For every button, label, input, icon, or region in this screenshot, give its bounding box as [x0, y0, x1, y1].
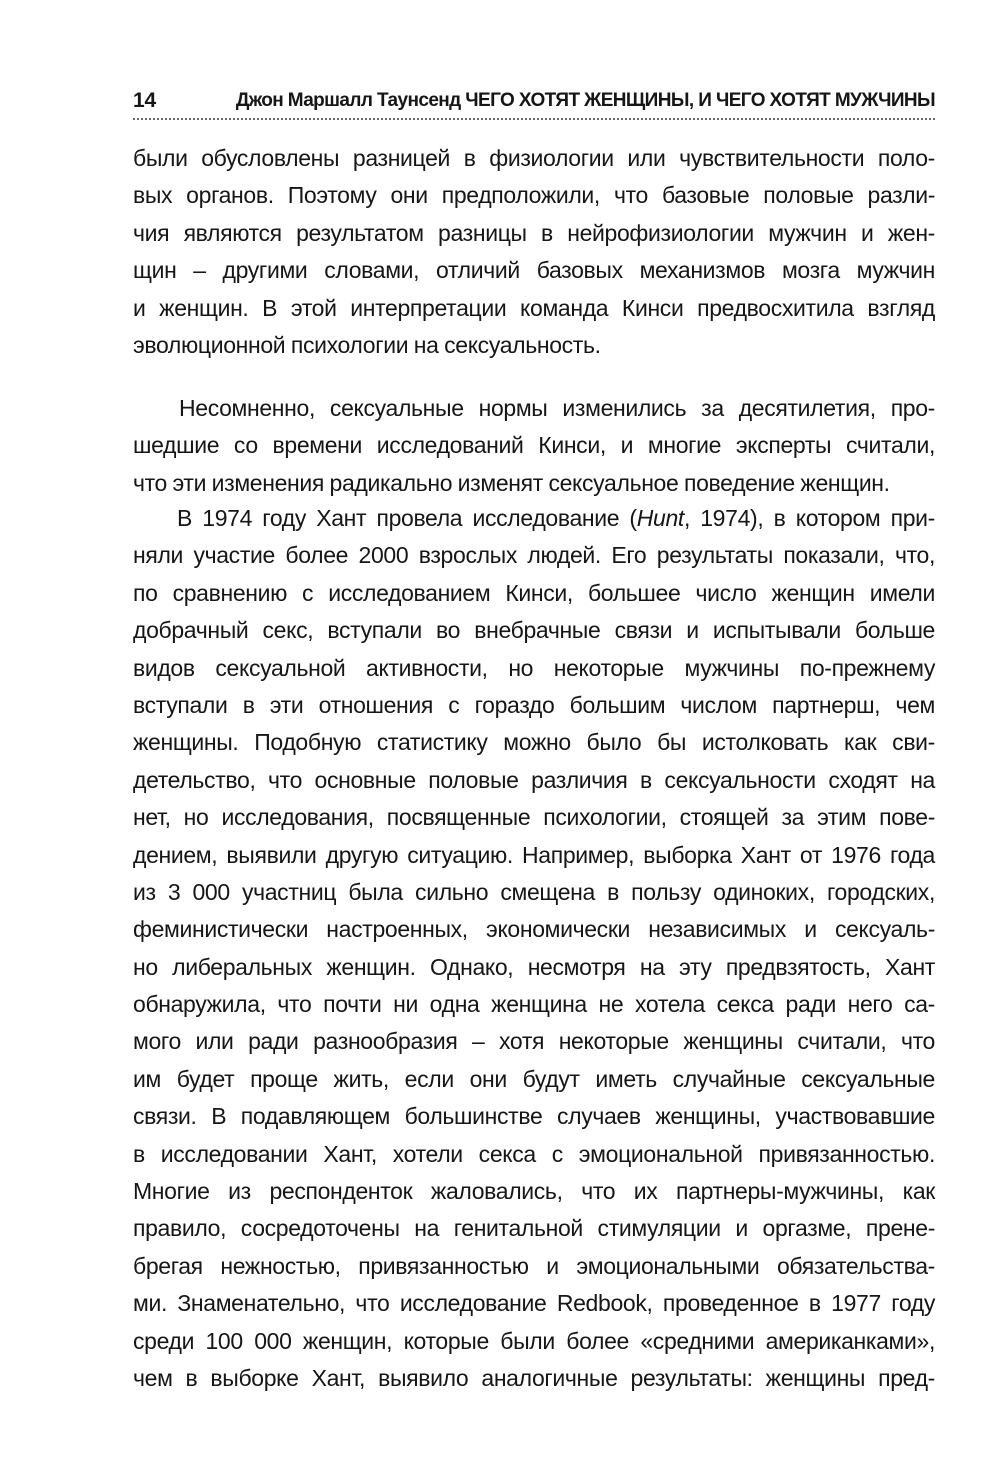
text-line: эволюционной психологии на сексуальность. — [133, 331, 601, 358]
text-line: и женщин. В этой интерпретации команда Кинси предвосхитила взгляд — [133, 294, 935, 321]
text-line: брегая нежностью, привязанностью и эмоциональными обязательства- — [133, 1252, 935, 1279]
citation-author: Hunt — [636, 505, 684, 531]
text-line: что эти изменения радикально изменят сексуальное поведение женщин. — [133, 469, 890, 496]
text-line: шедшие со времени исследований Кинси, и многие эксперты считали, — [133, 432, 935, 459]
text-line: феминистически настроенных, экономически независимых и сексуаль- — [133, 916, 935, 943]
text-line: вступали в эти отношения с гораздо большим числом партнерш, чем — [133, 691, 935, 718]
text-line: нет, но исследования, посвященные психологии, стоящей за этим пове- — [133, 804, 935, 831]
text-line: чия являются результатом разницы в нейрофизиологии мужчин и жен- — [133, 219, 935, 246]
text-line: детельство, что основные половые различия в сексуальности сходят на — [133, 766, 935, 793]
page-number: 14 — [133, 89, 156, 112]
text-line-with-citation — [133, 500, 935, 537]
text-line: щин – другими словами, отличий базовых механизмов мозга мужчин — [133, 257, 935, 284]
text-line: среди 100 000 женщин, которые были более «средними американками», — [133, 1327, 935, 1354]
running-title: Джон Маршалл Таунсенд ЧЕГО ХОТЯТ ЖЕНЩИНЫ, И ЧЕГО ХОТЯТ МУЖЧИНЫ — [235, 90, 935, 111]
text-line: правило, сосредоточены на генитальной стимуляции и оргазме, прене- — [133, 1215, 935, 1242]
text-line: ми. Знаменательно, что исследование Redbook, проведенное в 1977 году — [133, 1290, 935, 1317]
text-line: были обусловлены разницей в физиологии или чувствительности поло- — [133, 145, 935, 171]
paragraph-1 — [133, 140, 935, 364]
text-line: видов сексуальной активности, но некоторые мужчины по-прежнему — [133, 654, 935, 681]
text-line: по сравнению с исследованием Кинси, большее число женщин имели — [133, 579, 935, 606]
text-line: Несомненно, сексуальные нормы изменились за десятилетия, про- — [179, 395, 935, 421]
text-line: но либеральных женщин. Однако, несмотря на эту предвзятость, Хант — [133, 953, 935, 980]
text-line: мого или ради разнообразия – хотя некоторые женщины считали, что — [133, 1028, 935, 1055]
text-line: дением, выявили другую ситуацию. Например, выборка Хант от 1976 года — [133, 841, 935, 868]
text-line: в исследовании Хант, хотели секса с эмоциональной привязанностью. — [133, 1140, 935, 1167]
text-line: им будет проще жить, если они будут иметь случайные сексуальные — [133, 1065, 935, 1092]
text-line: женщины. Подобную статистику можно было бы истолковать как сви- — [133, 729, 935, 756]
text-line: няли участие более 2000 взрослых людей. Его результаты показали, что, — [133, 542, 935, 569]
paragraph-2 — [133, 390, 935, 502]
text-line: вых органов. Поэтому они предположили, что базовые половые разли- — [133, 182, 935, 209]
text-line: обнаружила, что почти ни одна женщина не хотела секса ради него са- — [133, 991, 935, 1018]
line-part: В 1974 году Хант провела исследование ( — [177, 505, 637, 531]
line-part: , 1974), в котором при- — [683, 505, 935, 531]
text-line: из 3 000 участниц была сильно смещена в пользу одиноких, городских, — [133, 878, 935, 905]
text-line: чем в выборке Хант, выявило аналогичные результаты: женщины пред- — [133, 1364, 935, 1391]
running-head — [133, 88, 935, 120]
text-line: связи. В подавляющем большинстве случаев женщины, участвовавшие — [133, 1103, 935, 1130]
text-line: Многие из респонденток жаловались, что их партнеры-мужчины, как — [133, 1178, 935, 1205]
paragraph-3 — [133, 500, 935, 1397]
text-line: добрачный секс, вступали во внебрачные связи и испытывали больше — [133, 617, 935, 644]
